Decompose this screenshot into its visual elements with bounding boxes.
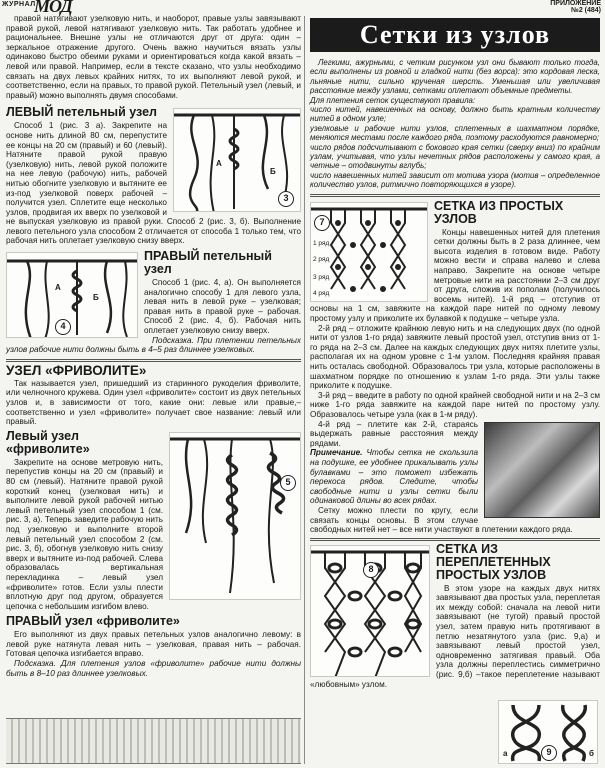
frivolite-text: Так называется узел, пришедший из старинного рукоделия фриволите, или челночного кружева. Один узел «фриволите» состоит из двух петельных узлов и, в зависимости от того, какие они: левые или правые,–соответственно и узел «фриволите» получает свое название: левый или правый. xyxy=(6,378,301,427)
net-photo xyxy=(484,422,600,518)
left-loop-text: Способ 1 (рис. 3 а). Закрепите на основе нить длиной 80 см, перепустите ее концы на 20 см (правый) и 60 (левый). Натяните правой рукой правую (узелковую) нить, левой рукой положите на нее левую (рабочую) нить, рабочей нитью обогните узелковую и вытяните ее из-под узелковой поверх рабочей – получится узел. Сплетите еще несколько узлов, продвигая их вверх по узелковой и не выпуская узелковую из правой руки. Способ 2 (рис. 3, б). Выполнение левого петельного узла способом 2 отличается от способа 1 только тем, что рабочая нить оплетает узелковую снизу вверх. xyxy=(6,121,301,246)
simple-net-title: СЕТКА ИЗ ПРОСТЫХ УЗЛОВ xyxy=(434,198,564,226)
right-frivolite-text: Его выполняют из двух правых петельных узлов аналогично левому: в левой руке натянута левая нить – узелковая, правая нить – рабочая. Готовая цепочка изгибается вправо. xyxy=(6,630,301,659)
knot-illustration-4 xyxy=(7,253,138,338)
right-loop-section xyxy=(6,250,301,355)
section-rule xyxy=(310,538,600,541)
right-column xyxy=(310,14,600,758)
figure-3-number: 3 xyxy=(278,191,294,207)
figure-9 xyxy=(498,700,598,764)
magazine-logo: МОД xyxy=(34,0,72,16)
figure-4-number: 4 xyxy=(55,319,71,335)
decorative-macrame-band xyxy=(6,718,301,764)
simple-net-row2: 2-й ряд – отложите крайнюю левую нить и на следующих двух (по одной нити от узлов 1-го ряда) завяжите левый простой узел, отступив вниз от 1-го ряда на 2–3 см. Далее на каждых следующих двух нитях плетите узлы, располагая их на одном уровне с 1-м узлом. Последняя крайняя правая нить осталась свободной. Образовалось три узла, которые расположены в шахматном порядке по отношению к узлам 1-го ряда. Эти узлы также приколите к подушке. xyxy=(310,323,600,391)
appendix-label xyxy=(550,0,601,14)
left-column xyxy=(6,14,301,678)
row-label-2: 2 ряд xyxy=(313,255,330,263)
left-frivolite-text: Закрепите на основе метровую нить, перепустив концы на 20 см (правый) и 80 см (левый). Натяните правой рукой короткий конец (узелковая нить) и выполните левой рукой рабочей нитью левый петельный узел способом 1 (см. рис. 3, а). Теперь заведите рабочую нить под узелковую и выполните второй левый петельный узел способом 2 (см. рис. 3, б), обогнув узелковую нить снизу вверх и вытяните из-под рабочей. Слева образовалась вертикальная перекладинка – левый узел «фриволите» готов. Если узлы плести вплотную друг под другом, образуется цепочка с небольшим изгибом влево. xyxy=(6,457,163,611)
issue-number: №2 (484) xyxy=(571,7,601,14)
knot-illustration-5 xyxy=(170,433,301,600)
simple-net-section xyxy=(310,200,600,324)
interlaced-net-title: СЕТКА ИЗ ПЕРЕПЛЕТЕННЫХ ПРОСТЫХ УЗЛОВ xyxy=(436,541,551,582)
right-frivolite-title: ПРАВЫЙ узел «фриволите» xyxy=(6,614,180,629)
simple-net-notes xyxy=(310,420,600,535)
left-frivolite-section xyxy=(6,430,301,612)
figure-8-number: 8 xyxy=(363,562,379,578)
left-frivolite-title: Левый узел «фриволите» xyxy=(6,428,90,456)
simple-net-row4: 4-й ряд – плетите как 2-й, стараясь выдержать равные расстояния между рядами. xyxy=(310,419,478,448)
rule-3: число рядов подсчитывают с бокового края сетки (сверху вниз) по крайним узлам, учитывая, что узлы нечетных рядов расположены у самого края, а четные – отодвинуты вглубь; xyxy=(310,142,600,171)
interlaced-net-text: В этом узоре на каждых двух нитях завязывают два простых узла, переплетая их между собой: сначала на левой нити завязывают (не тугой) правый простой узел, затем правую нить протягивают в петлю незатянутого узла (рис. 9,а) и завязывают левый простой узел, одновременно затягивая правый. Оба узла должны переплестись симметрично (рис. 9,б) –такое переплетение называют «любовным» узлом. xyxy=(310,583,600,689)
figure-4-label-a: А xyxy=(55,283,61,293)
interlaced-net-section xyxy=(310,543,600,690)
section-rule xyxy=(6,359,301,362)
left-loop-title: ЛЕВЫЙ петельный узел xyxy=(6,105,157,120)
right-loop-hint: Подсказка. При плетении петельных узлов рабочие нити должны быть в 4–5 раз длиннее узелковых. xyxy=(6,335,301,355)
row-label-4: 4 ряд xyxy=(313,289,330,297)
note-text: Чтобы сетка не скользила на подушке, ее удобнее прикалывать узлы булавками – это поможет избежать перекоса рядов. Следите, чтобы свободные нити и узлы сетки были одинаковой длины во всех рядах. xyxy=(310,448,479,506)
figure-3-label-a: А xyxy=(216,159,222,169)
right-loop-title: ПРАВЫЙ петельный узел xyxy=(144,249,272,277)
figure-3 xyxy=(173,108,301,212)
row-label-1: 1 ряд xyxy=(313,239,330,247)
nets-intro-text: Легкими, ажурными, с четким рисунком узл они бывают только тогда, если выполнены из ровной и гладкой нити (без ворса): это кордовая леска, льняные нити, сильно крученая шерсть. Уменьшая или увеличивая расстояние между узлами, сетками оплетают объемные предметы. xyxy=(310,58,600,96)
figure-4-label-b: Б xyxy=(93,293,99,303)
left-intro-text: правой натягивают узелковую нить, и наоборот, правые узлы завязывают правой рукой, левой натягивают узелковую нить. Так работать удобнее и рациональнее. Внешне узлы не отличаются друг от друга: один – зеркальное отражение другого. Очень важно научиться вязать узлы одинаково быстро обеими руками и ориентироваться когда какой вязать – левой или правой. Например, если в тексте сказано, что узлы необходимо связать на двух левых крайних нитях, то их выполняют левой рукой, и соответственно, если на правых, то правой рукой. Петельный узел (левый, и правый) можно выполнять двумя способами. xyxy=(6,14,301,100)
simple-net-text: Концы навешенных нитей для плетения сетки должны быть в 2 раза длиннее, чем высота изделия в готовом виде. Работу можно вести и справа налево и слева направо. Закрепите на основе четыре метровые нити на расстоянии 2–3 см друг от друга, сложив их пополам (получилось восемь нитей). 1-й ряд – отступив от основы на 1 см, завяжите на каждой паре нитей по одному левому простому узлу и приколите их булавкой к подушке – четыре узла. xyxy=(310,227,600,324)
rule-1: число нитей, навешенных на основу, должно быть кратным количеству нитей в одном узле; xyxy=(310,105,600,124)
rule-4: число навешенных нитей зависит от мотива узора (мотив – определенное количество узлов, ритмично повторяющихся в узоре). xyxy=(310,170,600,190)
rules-lead: Для плетения сеток существуют правила: xyxy=(310,95,476,105)
figure-7-number: 7 xyxy=(314,215,330,231)
figure-5-number: 5 xyxy=(280,475,296,491)
row-label-3: 3 ряд xyxy=(313,273,330,281)
right-loop-text: Способ 1 (рис. 4, а). Он выполняется аналогично способу 1 для левого узла, левая нить в левой руке – узелковая; правая нить в правой руке – рабочая. Способ 2 (рис. 4, б). Рабочая нить оплетает узелковую снизу вверх. xyxy=(144,278,301,336)
figure-9-number: 9 xyxy=(541,745,557,761)
section-rule xyxy=(310,194,600,197)
figure-5 xyxy=(169,432,301,600)
left-loop-section xyxy=(6,106,301,246)
column-divider xyxy=(304,16,305,764)
frivolite-title: УЗЕЛ «ФРИВОЛИТЕ» xyxy=(6,362,147,378)
right-frivolite-hint: Подсказка. Для плетения узлов «фриволите» рабочие нити должны быть в 8–10 раз длиннее узелковых. xyxy=(6,659,301,678)
figure-3-label-b: Б xyxy=(270,167,276,177)
rule-2: узелковые и рабочие нити узлов, сплетенных в шахматном порядке, меняются местами после каждого ряда, поэтому расходуются равномерно; xyxy=(310,123,600,143)
note-lead: Примечание. xyxy=(310,448,363,458)
appendix-text: ПРИЛОЖЕНИЕ xyxy=(550,0,601,7)
simple-net-row3: 3-й ряд – введите в работу по одной крайней свободной нити и на 2–3 см ниже 1-го ряда завяжите на каждой паре нитей по простому узлу. Образовалось четыре узла (как в 1-м ряду). xyxy=(310,390,600,419)
journal-label: ЖУРНАЛ xyxy=(2,1,36,8)
simple-net-circle: Сетку можно плести по кругу, если связать концы основы. В этом случае свободных нитей нет – все нити участвуют в плетении каждого ряда. xyxy=(310,505,573,535)
figure-9-label-b: б xyxy=(589,749,594,758)
article-banner: Сетки из узлов xyxy=(310,18,600,52)
figure-7 xyxy=(310,202,428,302)
figure-4 xyxy=(6,252,138,338)
figure-8 xyxy=(310,545,430,677)
figure-9-label-a: а xyxy=(503,749,508,758)
